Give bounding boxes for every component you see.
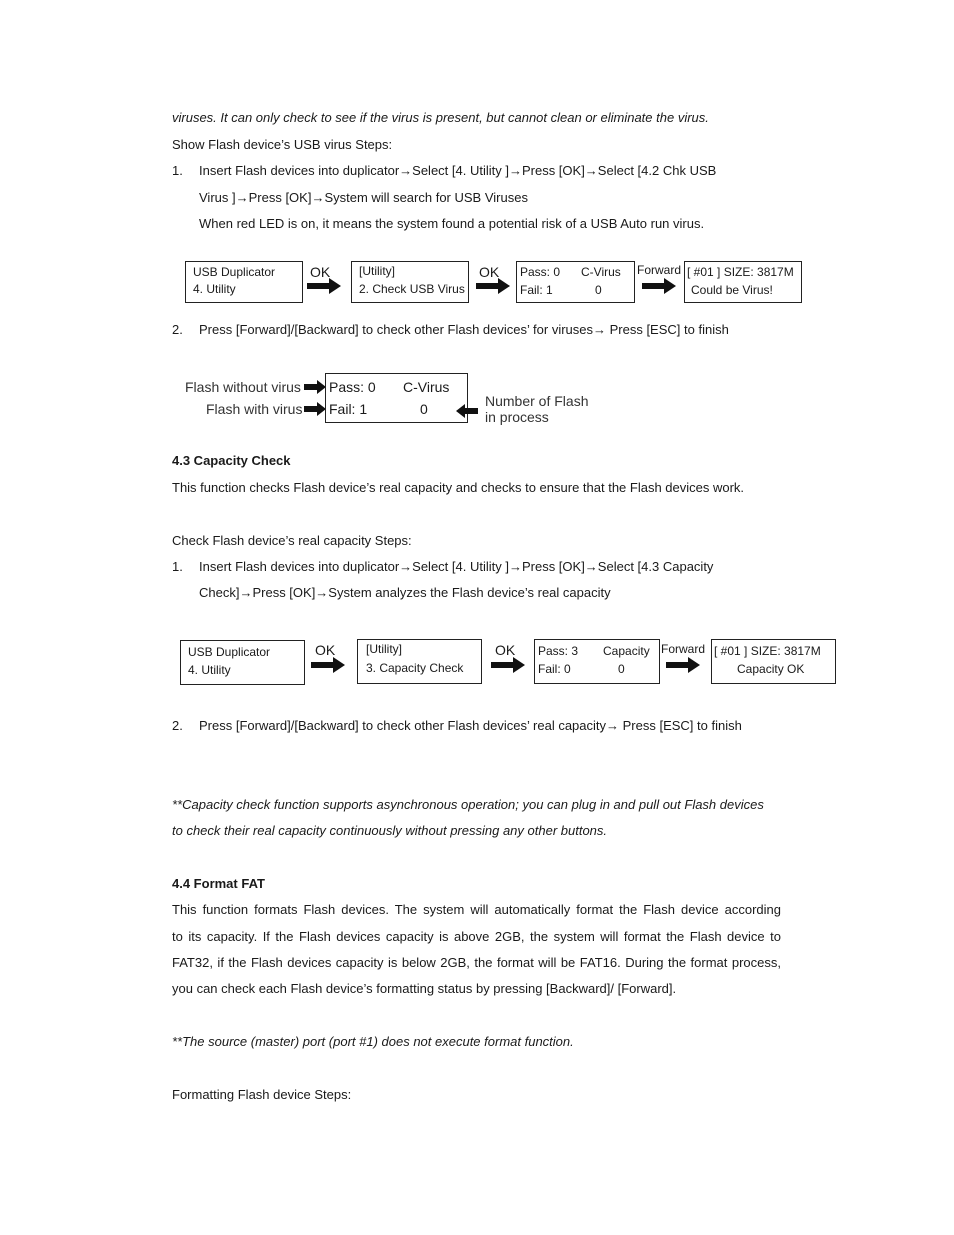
virus-steps-heading: Show Flash device’s USB virus Steps: <box>172 137 393 152</box>
section-heading-capacity-check: 4.3 Capacity Check <box>172 453 291 468</box>
virus-step1-line3: When red LED is on, it means the system found a potential risk of a USB Auto run virus. <box>199 216 705 231</box>
lcd-line: [Utility] <box>359 264 395 278</box>
left-arrow-icon <box>456 404 478 418</box>
capacity-step1-line1: Insert Flash devices into duplicator→Select [4. Utility ]→Press [OK]→Select [4.3 Capacity <box>199 559 714 574</box>
forward-label: Forward <box>661 642 706 656</box>
ok-label: OK <box>479 264 500 280</box>
lcd-line: Capacity <box>603 644 650 658</box>
right-arrow-icon <box>666 657 700 673</box>
lcd-screen-main-menu <box>185 261 303 303</box>
lcd-line: 4. Utility <box>193 282 236 296</box>
lcd-line: Fail: 0 <box>538 662 571 676</box>
format-paragraph-line: FAT32, if the Flash devices capacity is below 2GB, the format will be FAT16. During the format process, <box>172 955 781 970</box>
step-number: 2. <box>172 322 183 337</box>
lcd-screen-pass-fail-virus <box>516 261 635 303</box>
right-arrow-icon <box>304 402 326 416</box>
right-arrow-icon <box>642 278 676 294</box>
virus-step1-line1: Insert Flash devices into duplicator→Select [4. Utility ]→Press [OK]→Select [4.2 Chk USB <box>199 163 717 178</box>
lcd-line: C-Virus <box>581 265 621 279</box>
lcd-line: 0 <box>420 401 428 417</box>
step-number: 2. <box>172 718 183 733</box>
step-number: 1. <box>172 559 183 574</box>
lcd-line: USB Duplicator <box>188 645 271 659</box>
capacity-step2: Press [Forward]/[Backward] to check other Flash devices’ real capacity→ Press [ESC] to finish <box>199 718 742 733</box>
right-arrow-icon <box>491 657 525 673</box>
format-paragraph-line: to its capacity. If the Flash devices capacity is above 2GB, the system will format the Flash device to <box>172 929 781 944</box>
lcd-line: C-Virus <box>403 379 450 395</box>
lcd-line: 0 <box>595 283 602 297</box>
capacity-steps-heading: Check Flash device’s real capacity Steps: <box>172 533 412 548</box>
virus-step1-line2: Virus ]→Press [OK]→System will search for USB Viruses <box>199 190 528 205</box>
step-number: 1. <box>172 163 183 178</box>
label-flash-with-virus: Flash with virus <box>206 401 303 417</box>
lcd-line: [ #01 ] SIZE: 3817M <box>714 644 821 658</box>
ok-label: OK <box>315 642 336 658</box>
lcd-screen-main-menu <box>180 640 305 685</box>
label-flash-without-virus: Flash without virus <box>185 379 301 395</box>
lcd-line: 3. Capacity Check <box>366 661 464 675</box>
lcd-screen-virus-result <box>684 261 802 303</box>
capacity-note-line2: to check their real capacity continuously without pressing any other buttons. <box>172 823 608 838</box>
capacity-description: This function checks Flash device’s real capacity and checks to ensure that the Flash devices work. <box>172 480 745 495</box>
label-number-of-flash: Number of Flash <box>485 393 589 409</box>
lcd-line: 2. Check USB Virus <box>359 282 465 296</box>
right-arrow-icon <box>307 278 341 294</box>
lcd-line: Capacity OK <box>737 662 805 676</box>
format-paragraph-line: This function formats Flash devices. The system will automatically format the Flash device according <box>172 902 781 917</box>
lcd-line: 0 <box>618 662 625 676</box>
ok-label: OK <box>310 264 331 280</box>
forward-label: Forward <box>637 263 682 277</box>
lcd-line: Pass: 0 <box>520 265 561 279</box>
lcd-screen-utility-virus <box>351 261 469 303</box>
format-steps-heading: Formatting Flash device Steps: <box>172 1087 352 1102</box>
lcd-line: USB Duplicator <box>193 265 276 279</box>
lcd-screen-pass-fail-capacity <box>534 639 660 684</box>
lcd-line: [ #01 ] SIZE: 3817M <box>687 265 794 279</box>
lcd-screen-utility-capacity <box>357 639 482 684</box>
lcd-screen-legend <box>325 373 468 423</box>
lcd-line: Fail: 1 <box>520 283 553 297</box>
label-in-process: in process <box>485 409 549 425</box>
capacity-note-line1: **Capacity check function supports asynchronous operation; you can plug in and pull out Flash devices <box>172 797 764 812</box>
ok-label: OK <box>495 642 516 658</box>
format-paragraph-line: you can check each Flash device’s formatting status by pressing [Backward]/ [Forward]. <box>172 981 677 996</box>
right-arrow-icon <box>304 380 326 394</box>
format-note: **The source (master) port (port #1) does not execute format function. <box>172 1034 574 1049</box>
lcd-line: [Utility] <box>366 642 402 656</box>
capacity-step1-line2: Check]→Press [OK]→System analyzes the Flash device’s real capacity <box>199 585 611 600</box>
lcd-line: Pass: 0 <box>329 379 376 395</box>
lcd-line: Could be Virus! <box>691 283 773 297</box>
right-arrow-icon <box>476 278 510 294</box>
lcd-screen-capacity-result <box>711 639 836 684</box>
lcd-line: Fail: 1 <box>329 401 368 417</box>
lcd-line: 4. Utility <box>188 663 231 677</box>
paragraph-virus-note: viruses. It can only check to see if the virus is present, but cannot clean or eliminate the virus. <box>172 110 709 125</box>
section-heading-format-fat: 4.4 Format FAT <box>172 876 265 891</box>
right-arrow-icon <box>311 657 345 673</box>
lcd-line: Pass: 3 <box>538 644 579 658</box>
virus-step2: Press [Forward]/[Backward] to check other Flash devices’ for viruses→ Press [ESC] to finish <box>199 322 729 337</box>
